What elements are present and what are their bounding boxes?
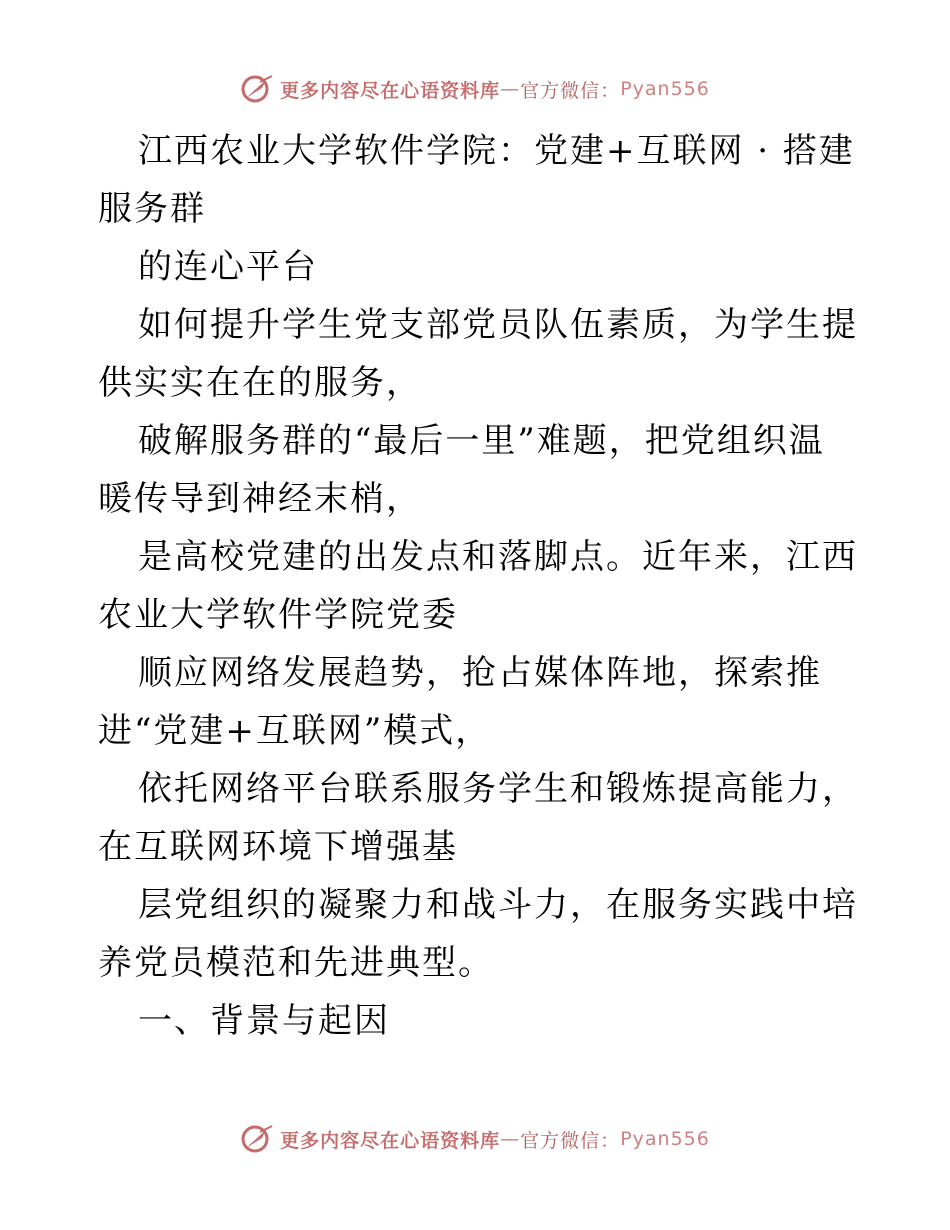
paragraph: 依托网络平台联系服务学生和锻炼提高能力，在互联网环境下增强基 (98, 769, 858, 867)
paragraph: 层党组织的凝聚力和战斗力，在服务实践中培养党员模范和先进典型。 (98, 885, 858, 983)
section-heading: 一、背景与起因 (138, 1001, 390, 1041)
watermark-dash: — (500, 1128, 521, 1150)
watermark-official-label: 官方微信： (520, 79, 621, 102)
watermark-brand: 更多内容尽在心语资料库 (280, 1129, 501, 1152)
watermark-brand: 更多内容尽在心语资料库 (280, 79, 501, 102)
watermark-dash: — (500, 78, 521, 100)
header-watermark (0, 74, 950, 104)
paragraph: 破解服务群的“最后一里”难题，把党组织温暖传导到神经末梢， (98, 421, 825, 519)
paragraph: 顺应网络发展趋势，抢占媒体阵地，探索推进“党建+互联网”模式， (98, 653, 822, 751)
paragraph: 是高校党建的出发点和落脚点。近年来，江西农业大学软件学院党委 (98, 537, 858, 635)
quill-logo-icon (240, 74, 274, 104)
document-title: 江西农业大学软件学院：党建+互联网 · 搭建服务群 (98, 131, 855, 229)
document-body (98, 122, 858, 1050)
watermark-account: Pyan556 (620, 78, 710, 100)
footer-watermark (0, 1124, 950, 1154)
quill-logo-icon (240, 1124, 274, 1154)
watermark-official-label: 官方微信： (520, 1129, 621, 1152)
watermark-account: Pyan556 (620, 1128, 710, 1150)
document-title-continued: 的连心平台 (138, 247, 318, 287)
paragraph: 如何提升学生党支部党员队伍素质，为学生提供实实在在的服务， (98, 305, 858, 403)
